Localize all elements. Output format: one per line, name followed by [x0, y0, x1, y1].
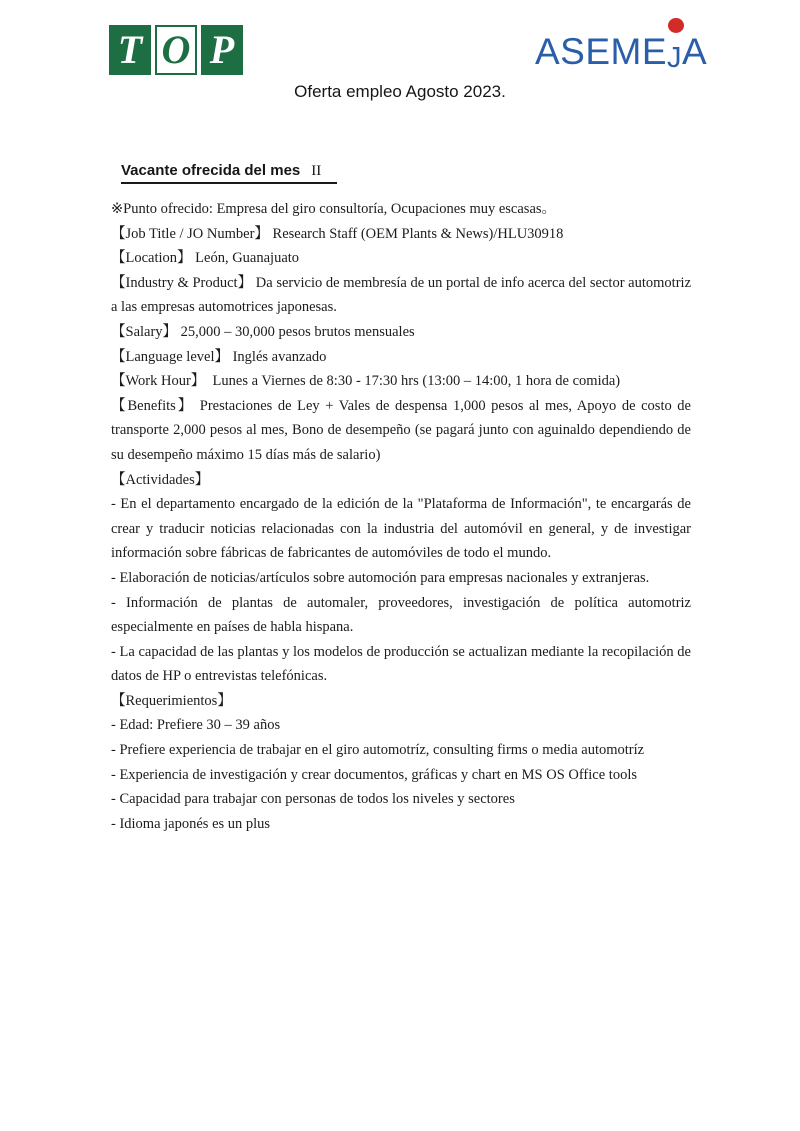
asemeja-red-dot-icon	[668, 18, 684, 33]
paragraph-salary: 【Salary】 25,000 – 30,000 pesos brutos mensuales	[111, 323, 415, 340]
asemeja-text-left: ASEME	[535, 31, 668, 72]
section-heading-label: Vacante ofrecida del mes	[121, 162, 301, 179]
paragraph-actividad-4: - La capacidad de las plantas y los modelos de producción se actualizan mediante la recopilación de datos de HP o entrevistas telefónicas.	[111, 643, 691, 685]
asemeja-logo	[535, 31, 708, 74]
paragraph-requerimiento-edad: - Edad: Prefiere 30 – 39 años	[111, 717, 281, 734]
paragraph-requerimiento-experiencia-giro: - Prefiere experiencia de trabajar en el giro automotríz, consulting firms o media automotríz	[111, 742, 645, 759]
paragraph-requerimiento-personas: - Capacidad para trabajar con personas de todos los niveles y sectores	[111, 791, 515, 808]
section-heading	[121, 162, 337, 184]
paragraph-language-level: 【Language level】 Inglés avanzado	[111, 348, 327, 365]
asemeja-text-right: A	[682, 31, 708, 72]
paragraph-actividades-header: 【Actividades】	[111, 471, 210, 488]
paragraph-job-title: 【Job Title / JO Number】 Research Staff (OEM Plants & News)/HLU30918	[111, 225, 564, 242]
paragraph-actividad-3: - Información de plantas de automaler, proveedores, investigación de política automotriz especialmente en países de habla hispana.	[111, 594, 691, 636]
document-body	[111, 197, 691, 836]
paragraph-requerimiento-ms-office: - Experiencia de investigación y crear documentos, gráficas y chart en MS OS Office tools	[111, 766, 637, 783]
asemeja-j: J	[667, 33, 682, 70]
top-logo-letter-o: O	[155, 25, 197, 75]
paragraph-requerimiento-japones: - Idioma japonés es un plus	[111, 815, 271, 832]
paragraph-location: 【Location】 León, Guanajuato	[111, 250, 300, 267]
paragraph-actividad-1: - En el departamento encargado de la edición de la "Plataforma de Información", te encargarás de crear y traducir noticias relacionadas con la industria del automóvil en general, y de investigar información sobre fábricas de fabricantes de automóviles de todo el mundo.	[111, 496, 691, 562]
paragraph-work-hour: 【Work Hour】 Lunes a Viernes de 8:30 - 17:30 hrs (13:00 – 14:00, 1 hora de comida)	[111, 373, 621, 390]
paragraph-actividad-2: - Elaboración de noticias/artículos sobre automoción para empresas nacionales y extranjeras.	[111, 569, 650, 586]
section-heading-numeral: II	[311, 163, 322, 179]
paragraph-punto-ofrecido: ※Punto ofrecido: Empresa del giro consultoría, Ocupaciones muy escasas。	[111, 201, 557, 217]
top-logo-letter-p: P	[201, 25, 243, 75]
paragraph-benefits: 【Benefits】 Prestaciones de Ley + Vales de despensa 1,000 pesos al mes, Apoyo de costo de transporte 2,000 pesos al mes, Bono de desempeño (se pagará junto con aguinaldo dependiendo de su desempeño máximo 15 días más de salario)	[111, 397, 691, 463]
top-logo	[109, 25, 243, 75]
paragraph-industry-product: 【Industry & Product】 Da servicio de membresía de un portal de info acerca del sector automotriz a las empresas automotrices japonesas.	[111, 274, 691, 316]
paragraph-requerimientos-header: 【Requerimientos】	[111, 692, 232, 709]
top-logo-letter-t: T	[109, 25, 151, 75]
document-title: Oferta empleo Agosto 2023.	[294, 82, 506, 101]
